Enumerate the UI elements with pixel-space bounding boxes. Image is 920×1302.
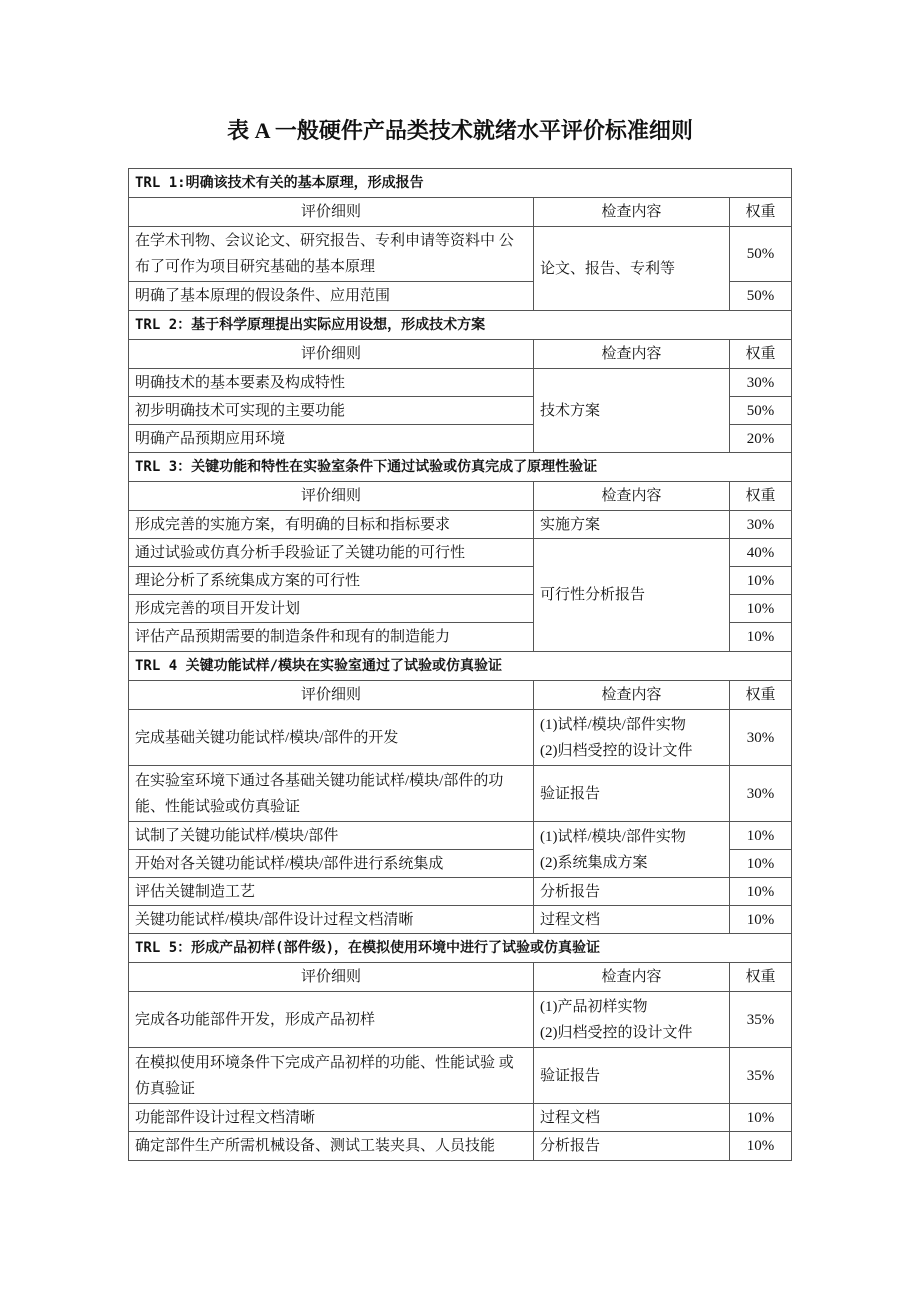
weight-cell: 20% xyxy=(730,425,792,453)
check-content-cell: (1)产品初样实物 (2)归档受控的设计文件 xyxy=(534,992,730,1048)
column-header-row xyxy=(129,340,792,369)
table-row xyxy=(129,992,792,1048)
weight-cell: 30% xyxy=(730,710,792,766)
criterion-cell: 在模拟使用环境条件下完成产品初样的功能、性能试验 或仿真验证 xyxy=(129,1048,534,1104)
check-content-cell: (1)试样/模块/部件实物 (2)归档受控的设计文件 xyxy=(534,710,730,766)
column-header-check: 检查内容 xyxy=(534,681,730,710)
column-header-weight: 权重 xyxy=(730,340,792,369)
criterion-cell: 明确了基本原理的假设条件、应用范围 xyxy=(129,282,534,311)
check-content-cell: 验证报告 xyxy=(534,766,730,822)
column-header-weight: 权重 xyxy=(730,482,792,511)
section-header-row xyxy=(129,311,792,340)
column-header-check: 检查内容 xyxy=(534,963,730,992)
column-header-criterion: 评价细则 xyxy=(129,340,534,369)
weight-cell: 35% xyxy=(730,992,792,1048)
weight-cell: 10% xyxy=(730,878,792,906)
column-header-criterion: 评价细则 xyxy=(129,198,534,227)
column-header-weight: 权重 xyxy=(730,198,792,227)
weight-cell: 50% xyxy=(730,227,792,282)
table-row xyxy=(129,511,792,539)
criterion-cell: 确定部件生产所需机械设备、测试工装夹具、人员技能 xyxy=(129,1132,534,1161)
weight-cell: 10% xyxy=(730,595,792,623)
criterion-cell: 完成各功能部件开发，形成产品初样 xyxy=(129,992,534,1048)
check-content-cell: 过程文档 xyxy=(534,906,730,934)
column-header-row xyxy=(129,482,792,511)
table-row xyxy=(129,227,792,282)
section-header-row xyxy=(129,652,792,681)
weight-cell: 10% xyxy=(730,906,792,934)
column-header-weight: 权重 xyxy=(730,681,792,710)
table-row xyxy=(129,822,792,850)
weight-cell: 10% xyxy=(730,1132,792,1161)
document-title: 表 A 一般硬件产品类技术就绪水平评价标准细则 xyxy=(227,118,693,143)
criterion-cell: 理论分析了系统集成方案的可行性 xyxy=(129,567,534,595)
criterion-cell: 功能部件设计过程文档清晰 xyxy=(129,1104,534,1132)
table-row xyxy=(129,539,792,567)
criterion-cell: 形成完善的实施方案，有明确的目标和指标要求 xyxy=(129,511,534,539)
criterion-cell: 明确产品预期应用环境 xyxy=(129,425,534,453)
table-row xyxy=(129,1104,792,1132)
table-row xyxy=(129,1048,792,1104)
weight-cell: 50% xyxy=(730,282,792,311)
table-row xyxy=(129,878,792,906)
criterion-cell: 评估关键制造工艺 xyxy=(129,878,534,906)
check-content-cell: 分析报告 xyxy=(534,878,730,906)
column-header-row xyxy=(129,681,792,710)
weight-cell: 10% xyxy=(730,1104,792,1132)
column-header-weight: 权重 xyxy=(730,963,792,992)
criterion-cell: 完成基础关键功能试样/模块/部件的开发 xyxy=(129,710,534,766)
check-content-cell: (1)试样/模块/部件实物 (2)系统集成方案 xyxy=(534,822,730,878)
column-header-check: 检查内容 xyxy=(534,482,730,511)
section-title: TRL 2：基于科学原理提出实际应用设想，形成技术方案 xyxy=(129,311,792,340)
check-content-cell: 分析报告 xyxy=(534,1132,730,1161)
check-content-cell: 论文、报告、专利等 xyxy=(534,227,730,311)
criterion-cell: 初步明确技术可实现的主要功能 xyxy=(129,397,534,425)
check-content-cell: 可行性分析报告 xyxy=(534,539,730,652)
weight-cell: 10% xyxy=(730,850,792,878)
weight-cell: 40% xyxy=(730,539,792,567)
check-content-cell: 实施方案 xyxy=(534,511,730,539)
weight-cell: 30% xyxy=(730,511,792,539)
table-row xyxy=(129,906,792,934)
criterion-cell: 关键功能试样/模块/部件设计过程文档清晰 xyxy=(129,906,534,934)
criterion-cell: 形成完善的项目开发计划 xyxy=(129,595,534,623)
section-header-row xyxy=(129,934,792,963)
column-header-row xyxy=(129,963,792,992)
column-header-criterion: 评价细则 xyxy=(129,482,534,511)
column-header-criterion: 评价细则 xyxy=(129,681,534,710)
section-title: TRL 3：关键功能和特性在实验室条件下通过试验或仿真完成了原理性验证 xyxy=(129,453,792,482)
table-row xyxy=(129,766,792,822)
check-content-cell: 技术方案 xyxy=(534,369,730,453)
check-content-cell: 验证报告 xyxy=(534,1048,730,1104)
criterion-cell: 在实验室环境下通过各基础关键功能试样/模块/部件的功能、性能试验或仿真验证 xyxy=(129,766,534,822)
table-row xyxy=(129,710,792,766)
section-header-row xyxy=(129,169,792,198)
criterion-cell: 明确技术的基本要素及构成特性 xyxy=(129,369,534,397)
weight-cell: 30% xyxy=(730,766,792,822)
section-header-row xyxy=(129,453,792,482)
section-title: TRL 5：形成产品初样(部件级)，在模拟使用环境中进行了试验或仿真验证 xyxy=(129,934,792,963)
column-header-row xyxy=(129,198,792,227)
section-title: TRL 1:明确该技术有关的基本原理，形成报告 xyxy=(129,169,792,198)
criterion-cell: 在学术刊物、会议论文、研究报告、专利申请等资料中 公布了可作为项目研究基础的基本原理 xyxy=(129,227,534,282)
table-row xyxy=(129,369,792,397)
weight-cell: 10% xyxy=(730,567,792,595)
criterion-cell: 试制了关键功能试样/模块/部件 xyxy=(129,822,534,850)
criterion-cell: 开始对各关键功能试样/模块/部件进行系统集成 xyxy=(129,850,534,878)
criterion-cell: 评估产品预期需要的制造条件和现有的制造能力 xyxy=(129,623,534,652)
weight-cell: 10% xyxy=(730,623,792,652)
column-header-check: 检查内容 xyxy=(534,340,730,369)
table-row xyxy=(129,1132,792,1161)
column-header-check: 检查内容 xyxy=(534,198,730,227)
trl-criteria-table xyxy=(128,168,792,1161)
column-header-criterion: 评价细则 xyxy=(129,963,534,992)
weight-cell: 50% xyxy=(730,397,792,425)
check-content-cell: 过程文档 xyxy=(534,1104,730,1132)
weight-cell: 30% xyxy=(730,369,792,397)
section-title: TRL 4 关键功能试样/模块在实验室通过了试验或仿真验证 xyxy=(129,652,792,681)
criterion-cell: 通过试验或仿真分析手段验证了关键功能的可行性 xyxy=(129,539,534,567)
weight-cell: 35% xyxy=(730,1048,792,1104)
weight-cell: 10% xyxy=(730,822,792,850)
